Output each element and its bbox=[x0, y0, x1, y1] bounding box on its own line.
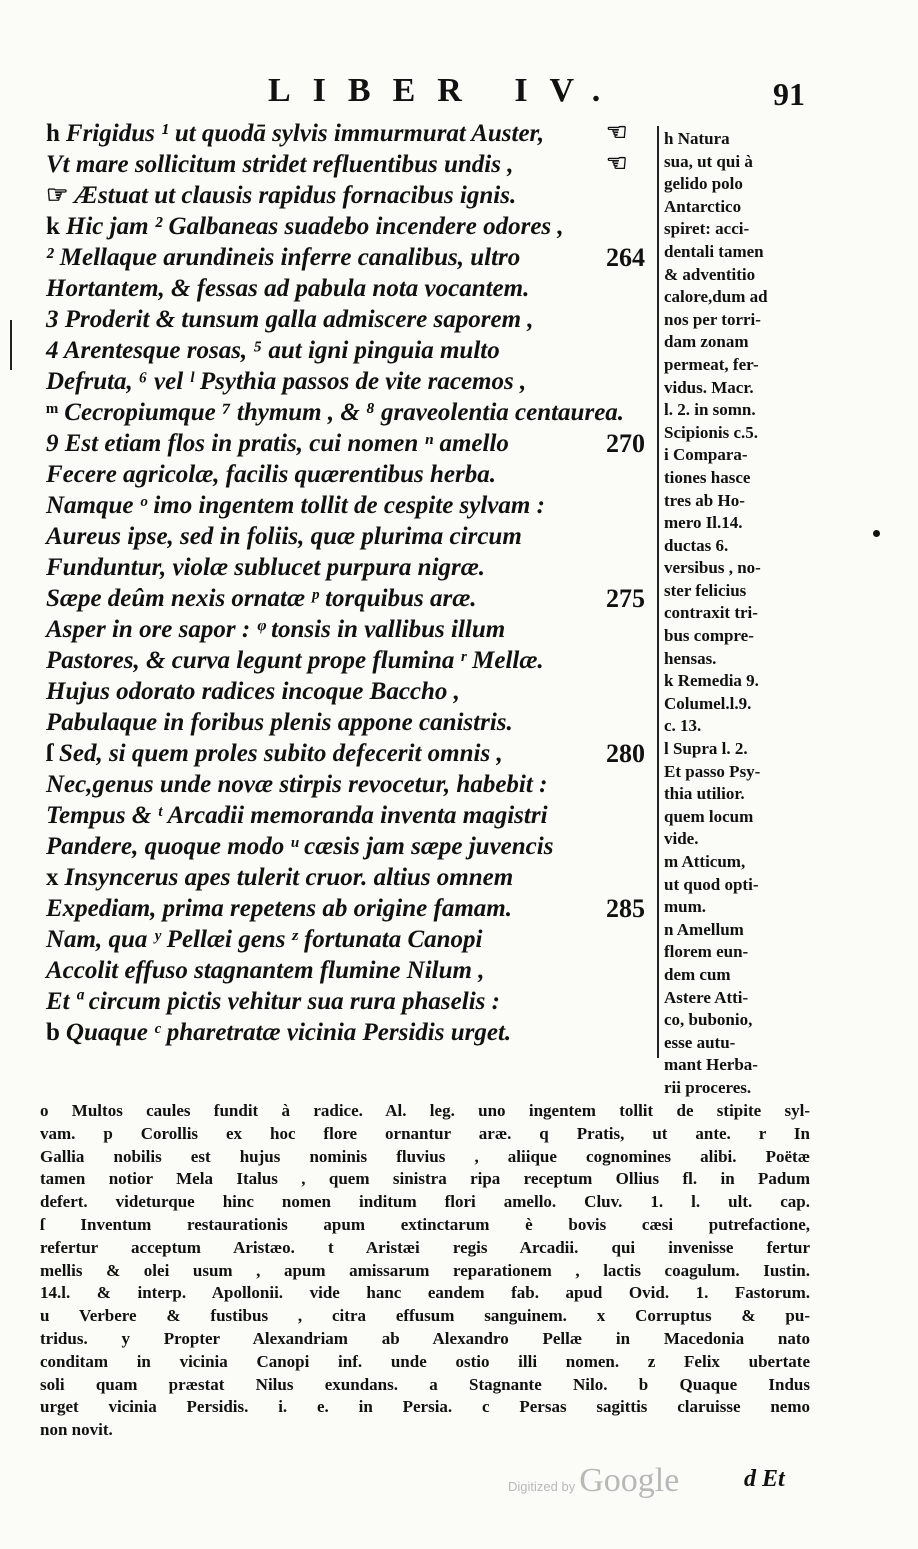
footnotes-block bbox=[40, 1100, 810, 1442]
marginal-note-line: Et passo Psy- bbox=[664, 761, 761, 781]
verse-line bbox=[46, 862, 626, 893]
verse-line bbox=[46, 552, 626, 583]
verse-text: Quaque ᶜ pharetratæ vicinia Persidis urget. bbox=[65, 1019, 512, 1046]
verse-text: Æstuat ut clausis rapidus fornacibus ignis. bbox=[74, 182, 517, 209]
verse-line bbox=[46, 583, 645, 614]
verse-text: 4 Arentesque rosas, ⁵ aut igni pinguia multo bbox=[46, 337, 500, 364]
footnote-line: u Verbere & fustibus , citra effusum sanguinem. x Corruptus & pu- bbox=[40, 1306, 810, 1326]
footnote-line: urget vicinia Persidis. i. e. in Persia. c Persas sagittis claruisse nemo bbox=[40, 1397, 810, 1417]
marginal-note-line: Columel.l.9. bbox=[664, 693, 752, 713]
verse-line bbox=[46, 397, 626, 428]
marginal-note-line: dem cum bbox=[664, 964, 731, 984]
verse-line bbox=[46, 273, 626, 304]
verse-text: Cecropiumque ⁷ thymum , & ⁸ graveolentia centaurea. bbox=[64, 399, 625, 426]
verse-line bbox=[46, 955, 626, 986]
marginal-note-line: co, bubonio, bbox=[664, 1010, 753, 1030]
verse-text: ² Mellaque arundineis inferre canalibus, ultro bbox=[46, 244, 521, 271]
pointing-hand-icon: ☜ bbox=[606, 120, 628, 146]
verse-text: Insyncerus apes tulerit cruor. altius omnem bbox=[64, 864, 514, 891]
line-number: 264 bbox=[606, 243, 645, 272]
verse-line bbox=[46, 738, 645, 769]
marginal-note-line: mum. bbox=[664, 897, 707, 917]
marginal-note-line: ut quod opti- bbox=[664, 874, 759, 894]
verse-text: Hortantem, & fessas ad pabula nota vocantem. bbox=[46, 275, 530, 302]
verse-text: Et ª circum pictis vehitur sua rura phaselis : bbox=[46, 988, 500, 1015]
marginal-note-line: permeat, fer- bbox=[664, 354, 759, 374]
verse-text: Defruta, ⁶ vel ˡ Psythia passos de vite racemos , bbox=[46, 368, 527, 395]
marginal-note-line: tres ab Ho- bbox=[664, 490, 745, 510]
marginal-note-line: Scipionis c.5. bbox=[664, 422, 758, 442]
marginal-note-line: thia utilior. bbox=[664, 784, 745, 804]
verse-line bbox=[46, 1017, 626, 1048]
catchword: d Et bbox=[744, 1466, 785, 1492]
marginal-note-line: quem locum bbox=[664, 806, 754, 826]
verse-text: Sed, si quem proles subito defecerit omnis , bbox=[58, 740, 503, 767]
watermark-prefix: Digitized by bbox=[508, 1479, 576, 1494]
marginal-note-line: h Natura bbox=[664, 129, 730, 148]
marginal-note-line: c. 13. bbox=[664, 716, 702, 736]
footnote-line: Gallia nobilis est hujus nominis fluvius , aliique cognomines alibi. Poëtæ bbox=[40, 1146, 810, 1166]
footnote-line: soli quam præstat Nilus exundans. a Stagnante Nilo. b Quaque Indus bbox=[40, 1374, 810, 1394]
verse-line bbox=[46, 459, 626, 490]
footnote-line: 14.l. & interp. Apollonii. vide hanc eandem fab. apud Ovid. 1. Fastorum. bbox=[40, 1283, 810, 1303]
marginal-note-line: n Amellum bbox=[664, 919, 744, 939]
marginal-note-line: dam zonam bbox=[664, 332, 749, 352]
verse-line bbox=[46, 304, 626, 335]
marginal-note-line: tiones hasce bbox=[664, 467, 751, 487]
marginal-note-line: dentali tamen bbox=[664, 241, 764, 261]
marginal-note-line: spiret: acci- bbox=[664, 219, 750, 239]
margin-dot bbox=[873, 530, 880, 537]
verse-text: Pandere, quoque modo ᵘ cæsis jam sæpe juvencis bbox=[46, 833, 554, 860]
verse-text: Frigidus ¹ ut quodā sylvis immurmurat Auster, bbox=[65, 120, 545, 147]
verse-text: Vt mare sollicitum stridet refluentibus undis , bbox=[46, 151, 514, 178]
verse-text: 9 Est etiam flos in pratis, cui nomen ⁿ amello bbox=[46, 430, 509, 457]
line-number: 280 bbox=[606, 739, 645, 768]
marginal-note-line: ductas 6. bbox=[664, 535, 729, 555]
footnote-line: ſ Inventum restaurationis apum extinctarum è bovis cæsi putrefactione, bbox=[40, 1214, 810, 1234]
marginalia-divider bbox=[657, 126, 659, 1058]
marginal-note-line: mero Il.14. bbox=[664, 513, 743, 533]
verse-line bbox=[46, 986, 626, 1017]
footnote-line: tamen notior Mela Italus , quem sinistra ripa receptum Ollius fl. in Padum bbox=[40, 1169, 810, 1189]
marginal-note-line: mant Herba- bbox=[664, 1055, 758, 1075]
verse-text: Nec,genus unde novæ stirpis revocetur, habebit : bbox=[46, 771, 548, 798]
verse-text: Aureus ipse, sed in foliis, quæ plurima circum bbox=[46, 523, 522, 550]
margin-rule-mark bbox=[10, 320, 12, 370]
marginal-note-line: m Atticum, bbox=[664, 852, 746, 871]
watermark-brand: Google bbox=[579, 1462, 680, 1499]
verse-line bbox=[46, 211, 626, 242]
marginal-note-line: sua, ut qui à bbox=[664, 151, 753, 171]
marginal-note-line: contraxit tri- bbox=[664, 603, 758, 623]
marginal-note-line: & adventitio bbox=[664, 264, 756, 284]
verse-text: Hic jam ² Galbaneas suadebo incendere odores , bbox=[65, 213, 564, 240]
digitized-watermark bbox=[508, 1462, 679, 1500]
verse-line bbox=[46, 614, 626, 645]
verse-text: Nam, qua ʸ Pellæi gens ᶻ fortunata Canopi bbox=[46, 926, 483, 953]
verse-line bbox=[46, 366, 626, 397]
verse-line bbox=[46, 335, 626, 366]
verse-text: Hujus odorato radices incoque Baccho , bbox=[46, 678, 460, 705]
verse-note-marker: k bbox=[46, 213, 60, 240]
verse-note-marker: x bbox=[46, 864, 59, 891]
marginal-note-line: i Compara- bbox=[664, 445, 748, 465]
marginal-note-line: k Remedia 9. bbox=[664, 671, 759, 691]
page-header bbox=[0, 72, 918, 112]
footnote-line: tridus. y Propter Alexandriam ab Alexandro Pellæ in Macedonia nato bbox=[40, 1328, 810, 1348]
verse-note-marker: ᵐ bbox=[46, 399, 59, 426]
footnote-line: conditam in vicinia Canopi inf. unde ostio illi nomen. z Felix ubertate bbox=[40, 1351, 810, 1371]
marginal-note-line: Antarctico bbox=[664, 196, 742, 216]
page-number: 91 bbox=[773, 76, 805, 112]
marginal-note-line: nos per torri- bbox=[664, 309, 761, 329]
verse-text: Expediam, prima repetens ab origine famam. bbox=[46, 895, 512, 922]
verse-line bbox=[46, 707, 626, 738]
footnote-line: refertur acceptum Aristæo. t Aristæi regis Arcadii. qui invenisse fertur bbox=[40, 1237, 810, 1257]
verse-text: Asper in ore sapor : ᵠ tonsis in vallibus illum bbox=[46, 616, 506, 643]
verse-line bbox=[46, 645, 626, 676]
footnote-line: non novit. bbox=[40, 1420, 113, 1440]
marginal-note-line: rii proceres. bbox=[664, 1077, 752, 1097]
verse-line bbox=[46, 893, 645, 924]
verse-column bbox=[46, 118, 666, 1048]
verse-text: Sæpe deûm nexis ornatæ ᵖ torquibus aræ. bbox=[46, 585, 477, 612]
verse-text: Tempus & ᵗ Arcadii memoranda inventa magistri bbox=[46, 802, 548, 829]
marginal-note-line: ster felicius bbox=[664, 580, 747, 600]
line-number: 270 bbox=[606, 429, 645, 458]
verse-text: Pastores, & curva legunt prope flumina ʳ Mellæ. bbox=[46, 647, 544, 674]
footnote-line: vam. p Corollis ex hoc flore ornantur aræ. q Pratis, ut ante. r In bbox=[40, 1123, 810, 1143]
line-number: 285 bbox=[606, 894, 645, 923]
verse-line bbox=[46, 149, 626, 180]
line-number: 275 bbox=[606, 584, 645, 613]
marginal-note-line: hensas. bbox=[664, 648, 717, 668]
footnote-line: mellis & olei usum , apum amissarum reparationem , lactis coagulum. Iustin. bbox=[40, 1260, 810, 1280]
marginal-note-line: versibus , no- bbox=[664, 558, 761, 578]
marginal-note-line: bus compre- bbox=[664, 626, 754, 646]
verse-note-marker: ſ bbox=[46, 740, 53, 767]
pointing-hand-icon: ☜ bbox=[606, 151, 628, 177]
marginal-note-line: vidus. Macr. bbox=[664, 377, 754, 397]
verse-line bbox=[46, 831, 626, 862]
running-title: LIBER IV. bbox=[268, 72, 623, 109]
verse-line bbox=[46, 428, 645, 459]
footnote-line: defert. videturque hinc nomen inditum flori amello. Cluv. 1. l. ult. cap. bbox=[40, 1192, 810, 1212]
verse-line bbox=[46, 242, 645, 273]
marginal-note-line: florem eun- bbox=[664, 942, 749, 962]
marginal-note-line: l. 2. in somn. bbox=[664, 400, 756, 420]
marginal-note-line: l Supra l. 2. bbox=[664, 739, 748, 759]
marginal-note-line: Astere Atti- bbox=[664, 987, 749, 1007]
verse-text: Accolit effuso stagnantem flumine Nilum , bbox=[46, 957, 485, 984]
verse-line bbox=[46, 924, 626, 955]
verse-line bbox=[46, 676, 626, 707]
verse-text: Namque ᵒ imo ingentem tollit de cespite sylvam : bbox=[46, 492, 545, 519]
marginal-note-line: gelido polo bbox=[664, 174, 743, 194]
verse-text: 3 Proderit & tunsum galla admiscere saporem , bbox=[46, 306, 534, 333]
marginal-note-line: calore,dum ad bbox=[664, 287, 768, 307]
verse-text: Fecere agricolæ, facilis quærentibus herba. bbox=[46, 461, 496, 488]
verse-line bbox=[46, 800, 626, 831]
marginal-note-line: esse autu- bbox=[664, 1032, 736, 1052]
footnote-line: o Multos caules fundit à radice. Al. leg. uno ingentem tollit de stipite syl- bbox=[40, 1101, 810, 1120]
verse-note-marker: b bbox=[46, 1019, 60, 1046]
verse-line bbox=[46, 118, 626, 149]
verse-line bbox=[46, 490, 626, 521]
pointing-hand-icon: ☞ bbox=[46, 182, 69, 209]
verse-line bbox=[46, 769, 626, 800]
marginal-notes bbox=[664, 128, 814, 1100]
verse-line bbox=[46, 180, 626, 211]
verse-text: Pabulaque in foribus plenis appone canistris. bbox=[46, 709, 513, 736]
verse-line bbox=[46, 521, 626, 552]
verse-text: Funduntur, violæ sublucet purpura nigræ. bbox=[46, 554, 486, 581]
marginal-note-line: vide. bbox=[664, 829, 699, 849]
verse-note-marker: h bbox=[46, 120, 60, 147]
